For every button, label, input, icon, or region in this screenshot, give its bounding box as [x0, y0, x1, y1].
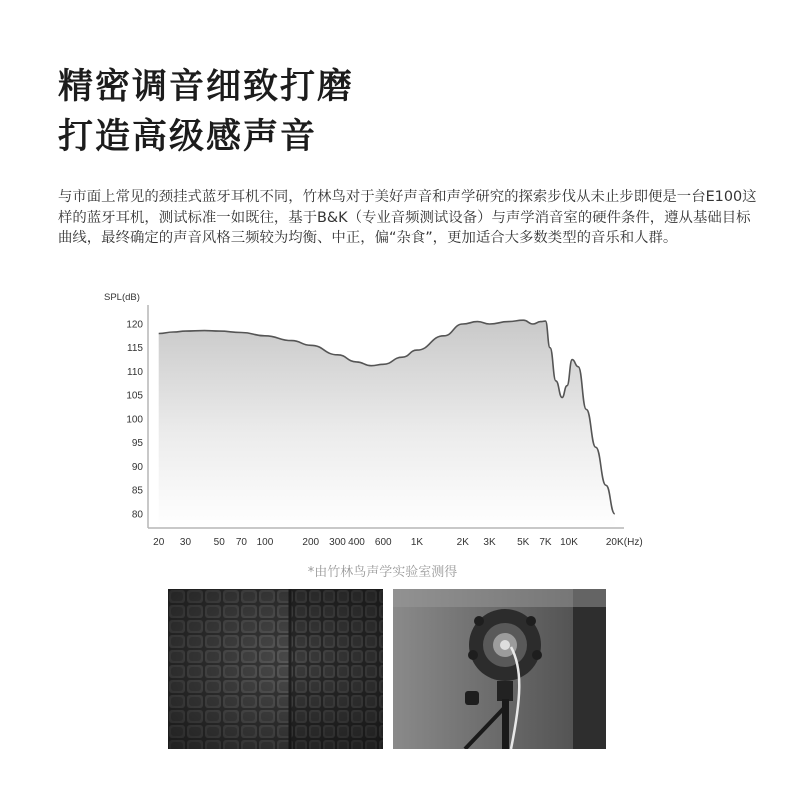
x-tick-label: 3K [483, 537, 496, 548]
x-tick-label: 200 [302, 537, 320, 548]
y-tick-label: 115 [127, 343, 143, 355]
microphone-shock-mount-icon [393, 589, 606, 749]
measurement-caption: *由竹林鸟声学实验室测得 [307, 565, 458, 580]
x-tick-label: 2K [456, 537, 469, 548]
y-tick-label: 110 [127, 366, 143, 378]
anechoic-foam-wall-icon [168, 589, 383, 749]
x-tick-label: 10K [560, 537, 578, 548]
x-unit-label: (Hz) [623, 537, 643, 548]
y-tick-label: 100 [126, 414, 143, 426]
y-tick-label: 120 [126, 319, 143, 331]
x-tick-label: 400 [348, 537, 365, 548]
x-tick-label: 7K [539, 537, 552, 548]
x-tick-label: 1K [410, 537, 424, 548]
x-tick-label: 20 [153, 537, 165, 548]
headline-line-1: 精密调音细致打磨 [58, 67, 355, 107]
x-tick-label: 5K [517, 537, 530, 548]
y-tick-label: 85 [131, 485, 143, 497]
x-tick-label: 100 [256, 537, 274, 548]
y-tick-label: 95 [131, 438, 143, 450]
y-tick-label: 80 [131, 509, 143, 521]
x-tick-label: 20K [605, 537, 624, 548]
headline [58, 62, 354, 162]
microphone-photo [393, 589, 606, 749]
frequency-response-chart [95, 283, 655, 553]
x-tick-label: 30 [179, 537, 192, 548]
y-tick-label: 105 [126, 390, 143, 402]
headline-line-2: 打造高级感声音 [58, 117, 318, 157]
intro-paragraph: 与市面上常见的颈挂式蓝牙耳机不同，竹林鸟对于美好声音和声学研究的探索步伐从未止步即便是一台E100这样的蓝牙耳机，测试标准一如既往，基于B&K（专业音频测试设备）与声学消音室的硬件条件，遵从基础目标曲线，最终确定的声音风格三频较为均衡、中正，偏“杂食”，更加适合大多数类型的音乐和人群。 [58, 189, 757, 246]
y-axis-label: SPL(dB) [104, 292, 140, 303]
x-tick-label: 50 [213, 537, 225, 548]
x-tick-label: 600 [374, 537, 392, 548]
x-tick-label: 70 [235, 537, 247, 548]
anechoic-chamber-photo [168, 589, 383, 749]
y-tick-label: 90 [131, 461, 143, 473]
response-area [159, 320, 615, 528]
x-tick-label: 300 [329, 537, 346, 548]
